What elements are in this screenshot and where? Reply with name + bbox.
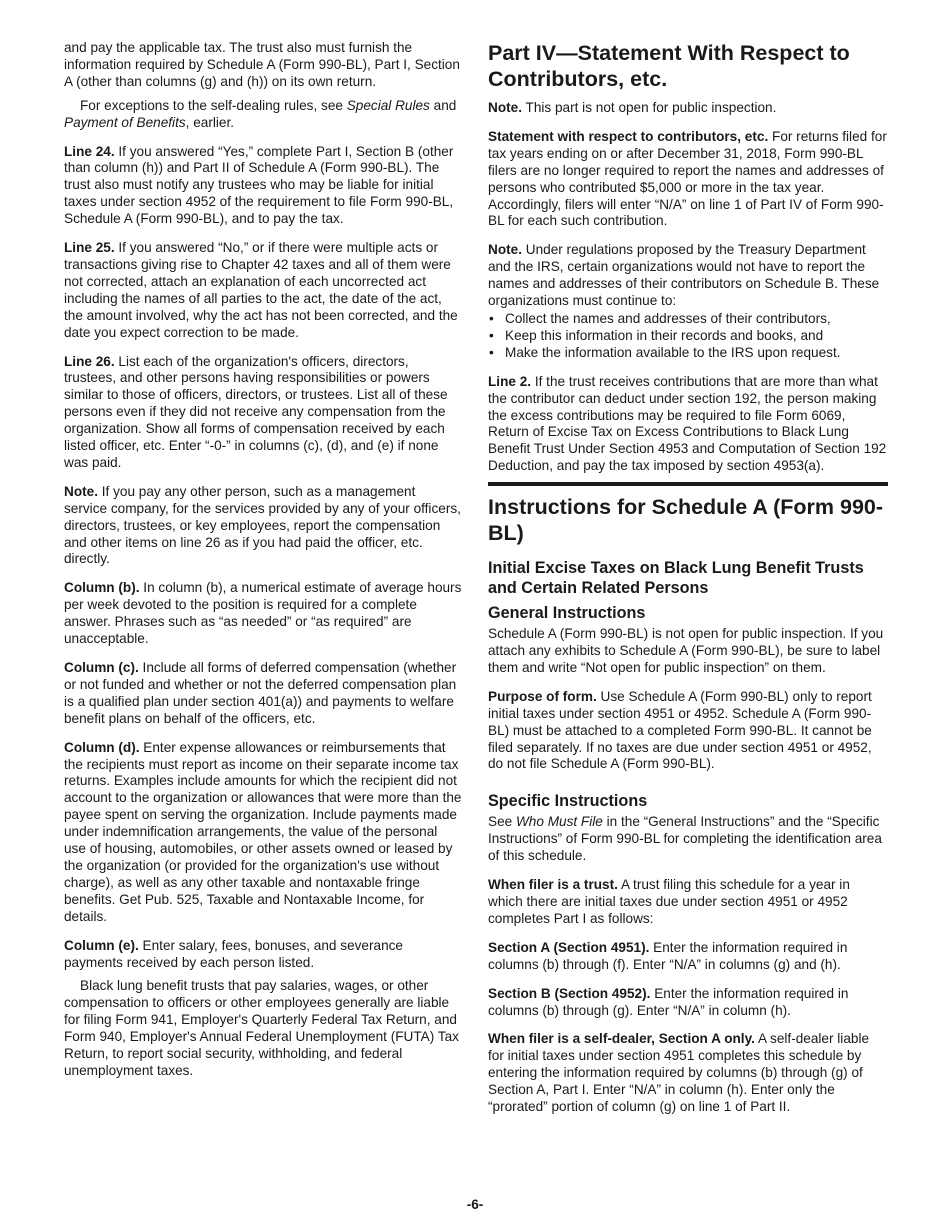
general-instructions-paragraph: Schedule A (Form 990-BL) is not open for public inspection. If you attach any exhibits to Schedule A (Form 990-BL), be sure to label them and write “Not open for public inspection” on them.: [488, 626, 884, 675]
list-item: • Collect the names and addresses of their contributors,: [489, 310, 831, 326]
right-column: [488, 40, 888, 1123]
schedule-a-heading: Instructions for Schedule A (Form 990-BL): [488, 495, 884, 546]
column-b-paragraph: Column (b). In column (b), a numerical estimate of average hours per week devoted to the position is required for a complete answer. Phrases such as “as needed” or “as required” are unacceptable.: [64, 580, 462, 647]
specific-instructions-heading: Specific Instructions: [488, 792, 648, 811]
general-instructions-heading: General Instructions: [488, 604, 646, 623]
note-paragraph: Note. If you pay any other person, such as a management service company, for the services provided by any of your officers, directors, trustees, or key employees, report the compensation and other items on line 26 as if you had paid the officer, etc. directly.: [64, 483, 461, 567]
who-must-file-ref: Who Must File: [515, 814, 603, 830]
paragraph-pay-tax: and pay the applicable tax. The trust also must furnish the information required by Schedule A (Form 990-BL), Part I, Section A (other than columns (g) and (h)) on its own return.: [64, 40, 460, 89]
column-d-paragraph: Column (d). Enter expense allowances or reimbursements that the recipients must report as income on their separate income tax returns. Examples include amounts for which the recipient did not account to the organization or allowances that were more than the payee spent on serving the organization. Include payments made under indemnification arrangements, the value of the personal use of housing, automobiles, or other assets owned or leased by the organization (or provided for the organization's use without charge), as well as any other taxable and nontaxable fringe benefits. Get Pub. 525, Taxable and Nontaxable Income, for details.: [64, 739, 462, 924]
list-item: • Make the information available to the IRS upon request.: [489, 344, 841, 360]
section-a-paragraph: Section A (Section 4951). Enter the information required in columns (b) through (f). Enter “N/A” in columns (g) and (h).: [488, 939, 848, 972]
black-lung-paragraph: Black lung benefit trusts that pay salaries, wages, or other compensation to officers or other employees generally are liable for filing Form 941, Employer's Quarterly Federal Tax Return, and Form 940, Employer's Annual Federal Unemployment (FUTA) Tax Return, to report social security, withholding, and federal unemployment taxes.: [64, 978, 459, 1078]
self-dealer-paragraph: When filer is a self-dealer, Section A only. A self-dealer liable for initial taxes under section 4951 completes this schedule by entering the information required by columns (b) through (g) of Section A, Part I. Enter “N/A” in column (h). Enter only the “prorated” portion of column (g) on line 1 of Part II.: [488, 1031, 870, 1115]
bullet-icon: •: [489, 327, 494, 343]
page-number: -6-: [466, 1197, 484, 1212]
column-c-paragraph: Column (c). Include all forms of deferred compensation (whether or not funded and whether or not the deferred compensation plan is a qualified plan under section 401(a)) and payments to welfare benefit plans on behalf of the officers, etc.: [64, 660, 457, 726]
bullet-icon: •: [489, 344, 494, 360]
regulations-note: Note. Under regulations proposed by the Treasury Department and the IRS, certain organizations would not have to report the names and addresses of their contributors on Schedule B. These organizations must continue to:: [488, 242, 880, 309]
left-column: [64, 40, 462, 1087]
initial-excise-taxes-heading: Initial Excise Taxes on Black Lung Benefit Trusts and Certain Related Persons: [488, 559, 864, 598]
filer-trust-paragraph: When filer is a trust. A trust filing this schedule for a year in which there are initial taxes due under section 4951 or 4952 completes Part I as follows:: [488, 877, 850, 926]
purpose-of-form-paragraph: Purpose of form. Use Schedule A (Form 990-BL) only to report initial taxes under section 4951 or 4952. Schedule A (Form 990-BL) must be attached to a completed Form 990-BL. It cannot be filed separately. If no taxes are due under section 4951 or 4952, do not file Schedule A (Form 990-BL).: [488, 688, 872, 772]
section-b-paragraph: Section B (Section 4952). Enter the information required in columns (b) through (g). Enter “N/A” in column (h).: [488, 985, 849, 1018]
contributor-requirements-list: [488, 311, 888, 362]
special-rules-ref: Special Rules: [346, 97, 430, 113]
paragraph-exceptions: For exceptions to the self-dealing rules, see Special Rules and Payment of Benefits, earlier.: [64, 97, 457, 130]
bullet-icon: •: [489, 310, 494, 326]
line-25-paragraph: Line 25. If you answered “No,” or if there were multiple acts or transactions giving rise to Chapter 42 taxes and all of them were not corrected, attach an explanation of each uncorrected act including the names of all parties to the act, the date of the act, the amount involved, why the act has not been corrected, and the date you expect correction to be made.: [64, 240, 458, 340]
line-2-paragraph: Line 2. If the trust receives contributions that are more than what the contributor can deduct under section 192, the person making the excess contributions may be required to file Form 6069, Return of Excise Tax on Excess Contributions to Black Lung Benefit Trust Under Section 4953 and Computation of Section 192 Deduction, and pay the tax imposed by section 4953(a).: [488, 373, 887, 474]
list-item: • Keep this information in their records and books, and: [489, 327, 824, 343]
part-iv-note: Note. This part is not open for public inspection.: [488, 100, 777, 115]
payment-of-benefits-ref: Payment of Benefits: [64, 114, 186, 130]
line-26-paragraph: Line 26. List each of the organization's officers, directors, trustees, and other persons having responsibilities or powers similar to those of officers, directors, or trustees. List all of these persons even if they did not receive any compensation from the organization. Show all forms of compensation received by each listed officer, etc. Enter “-0-” in columns (c), (d), and (e) if none was paid.: [64, 353, 448, 470]
section-divider: [488, 482, 888, 486]
line-24-paragraph: Line 24. If you answered “Yes,” complete Part I, Section B (other than column (h)) and Part II of Schedule A (Form 990-BL). The trust also must notify any trustees who may be liable for initial taxes under section 4952 of the requirement to file Form 990-BL, Schedule A (Form 990-BL), and to pay the tax.: [64, 143, 454, 227]
specific-instructions-paragraph: See Who Must File in the “General Instructions” and the “Specific Instructions” of Form 990-BL for completing the identification area of this schedule.: [488, 814, 882, 864]
column-e-paragraph: Column (e). Enter salary, fees, bonuses, and severance payments received by each person listed.: [64, 937, 403, 970]
part-iv-heading: Part IV—Statement With Respect to Contributors, etc.: [488, 41, 850, 91]
statement-paragraph: Statement with respect to contributors, etc. For returns filed for tax years ending on or after December 31, 2018, Form 990-BL filers are no longer required to report the names and addresses of persons who contributed $5,000 or more in the tax year. Accordingly, filers will enter “N/A” on line 1 of Part IV of Form 990-BL for each such contribution.: [488, 128, 887, 229]
